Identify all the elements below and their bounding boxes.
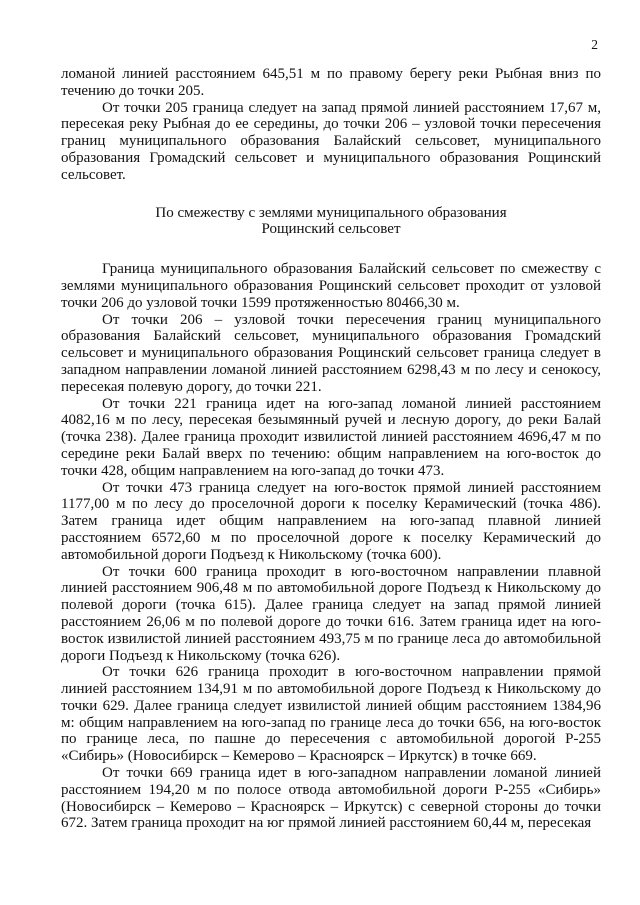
paragraph: От точки 206 – узловой точки пересечения границ муниципального образования Балайский сельсовет, муниципального образования Громадский сельсовет и муниципального образования Рощинский сельсовет граница следует в западном направлении ломаной линией расстоянием 6298,43 м по лесу и сенокосу, пересекая полевую дорогу, до точки 221. (61, 311, 601, 395)
page-number: 2 (591, 37, 598, 52)
document-body (61, 66, 601, 832)
paragraph: Граница муниципального образования Балайский сельсовет по смежеству с землями муниципального образования Рощинский сельсовет проходит от узловой точки 206 до узловой точки 1599 протяженностью 80466,30 м. (61, 261, 601, 311)
paragraph: ломаной линией расстоянием 645,51 м по правому берегу реки Рыбная вниз по течению до точки 205. (61, 66, 601, 99)
paragraph: От точки 473 граница следует на юго-восток прямой линией расстоянием 1177,00 м по лесу до проселочной дороги к поселку Керамический (точка 486). Затем граница идет общим направлением на юго-запад плавной линией расстоянием 6572,60 м по проселочной дороге к поселку Керамический до автомобильной дороги Подъезд к Никольскому (точка 600). (61, 479, 601, 563)
paragraph: От точки 221 граница идет на юго-запад ломаной линией расстоянием 4082,16 м по лесу, пересекая безымянный ручей и лесную дорогу, до реки Балай (точка 238). Далее граница проходит извилистой линией расстоянием 4696,47 м по середине реки Балай вверх по течению: общим направлением на юго-восток до точки 428, общим направлением на юго-запад до точки 473. (61, 395, 601, 479)
section-heading-line: По смежеству с землями муниципального образования (155, 204, 507, 221)
paragraph: От точки 669 граница идет в юго-западном направлении ломаной линией расстоянием 194,20 м по полосе отвода автомобильной дороги Р-255 «Сибирь» (Новосибирск – Кемерово – Красноярск – Иркутск) с северной стороны до точки 672. Затем граница проходит на юг прямой линией расстоянием 60,44 м, пересекая (61, 765, 601, 832)
section-heading-line: Рощинский сельсовет (261, 221, 401, 238)
paragraph: От точки 600 граница проходит в юго-восточном направлении плавной линией расстоянием 906,48 м по автомобильной дороге Подъезд к Никольскому до полевой дороги (точка 615). Далее граница следует на запад прямой линией расстоянием 26,06 м по полевой дороге до точки 616. Затем граница идет на юго-восток извилистой линией расстоянием 493,75 м по границе леса до автомобильной дороги Подъезд к Никольскому (точка 626). (61, 563, 601, 664)
paragraph: От точки 205 граница следует на запад прямой линией расстоянием 17,67 м, пересекая реку Рыбная до ее середины, до точки 206 – узловой точки пересечения границ муниципального образования Балайский сельсовет, муниципального образования Громадский сельсовет и муниципального образования Рощинский сельсовет. (61, 99, 601, 183)
paragraph: От точки 626 граница проходит в юго-восточном направлении прямой линией расстоянием 134,91 м по автомобильной дороге Подъезд к Никольскому до точки 629. Далее граница следует извилистой линией общим расстоянием 1384,96 м: общим направлением на юго-запад по границе леса до точки 656, на юго-восток по границе леса, по пашне до пересечения с автомобильной дорогой Р-255 «Сибирь» (Новосибирск – Кемерово – Красноярск – Иркутск) в точке 669. (61, 664, 601, 765)
section-heading (61, 205, 601, 239)
